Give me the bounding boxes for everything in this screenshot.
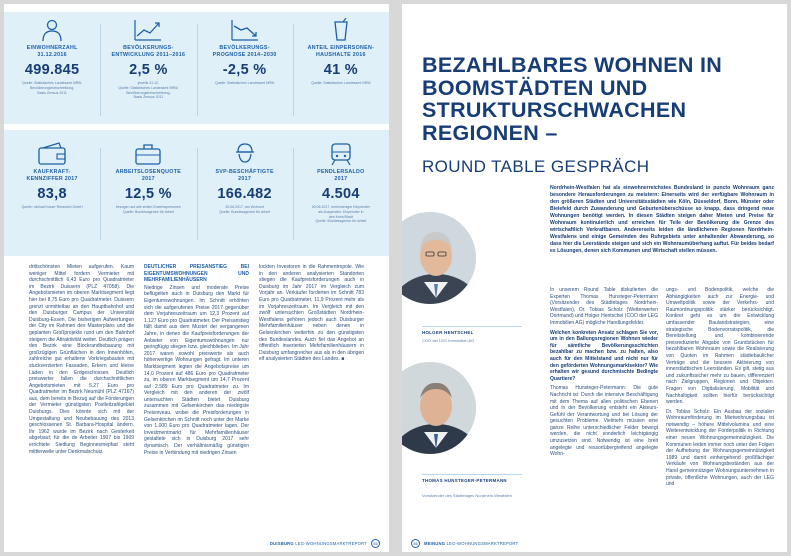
stat-value: 166.482 [217,186,272,203]
portrait-holger-hentschel [402,212,476,304]
train-icon [324,142,358,166]
stat-value: 4.504 [321,186,360,203]
left-page-number: 55 [371,539,380,548]
stat-stats_row2-1 [104,142,192,215]
person2-role: Vorsitzender des Städtetages Nordrhein-Westfalen [422,493,512,498]
stat-source: Quelle: michael bauer Research GmbH [21,205,83,210]
rising-chart-icon [131,18,165,42]
left-footer-city: DUISBURG [269,541,294,546]
right-footer-city: MEINUNG [424,541,446,546]
left-column-2-heading: DEUTLICHER PREISANSTIEG BEI EIGENTUMSWOHNUNGEN UND MEHRFAMILIENHÄUSERN [144,264,249,284]
stat-label: PENDLERSALDO 2017 [317,169,365,183]
stat-value: 41 % [323,62,358,79]
stat-label: KAUFKRAFT- KENNZIFFER 2017 [26,169,78,183]
person-icon [35,18,69,42]
stat-divider [293,148,294,240]
stat-source: bezogen auf alle zivilen Erwerbspersonen Quelle: Bundesagentur für Arbeit [115,205,181,214]
stat-stats_row1-3 [297,18,385,86]
article-title: BEZAHLBARES WOHNEN IN BOOMSTÄDTEN UND STRUKTURSCHWACHEN REGIONEN – [422,53,723,145]
portrait-thomas-hunsteger-petermann [402,362,476,454]
person1-role: COO der LEG Immobilien AG [422,338,475,343]
prognosis-chart-icon [228,18,262,42]
stat-divider [197,148,198,240]
left-footer [270,541,367,546]
stat-value: 12,5 % [124,186,172,203]
stat-label: BEVÖLKERUNGS- PROGNOSE 2014–2030 [212,45,277,59]
stat-divider [100,148,101,240]
right-footer [424,541,518,546]
left-column-1 [29,264,134,534]
article-lead: Nordrhein-Westfalen hat als einwohnerreichstes Bundesland in puncto Wohnraum ganz besondere Herausforderungen zu meistern: Einerseits wird der verfügbare Wohnraum in den größeren Städten und Universitätsstädten wie Köln, Düsseldorf, Bonn, Münster oder Bielefeld durch Zuwanderung und Geburtenüberschüsse so knapp, dass dringend neue Wohnungen benötigt werden. In diesen Städten steigen daher Mieten und Preise für Wohnraum kontinuierlich und erreichen für Teile der Bevölkerung die Grenze des wirtschaftlich Verkraftbaren. Andererseits leiden die ländlicheren Regionen Nordrhein-Westfalens und einige Gemeinden des Ruhrgebiets unter anhaltender Abwanderung, so dass hier die Leerstände steigen und sich ein Wohnraumüberhang auftut. Für beides bedarf es Lösungen, denen sich Kommunen und Wirtschaft stellen müssen. [550,185,774,255]
right-column-2-text-b: Dr. Tobias Scholz: Ein Ausbau der sozialen Wohnraumförderung im Mietwohnungsbau ist notwendig – höhere Mittelvolumina und eine Weiterentwicklung der Förderpolitik in Richtung einer neuen Wohnungsgemeinnützigkeit. Die Kommunen leiden immer noch unter den Folgen der Aufhebung der Wohnungsgemeinnützigkeit 1989 und damit einhergehend großflächiger Verkäufe von Wohnungsbeständen aus der Hand gemeinnütziger Wohnungsunternehmen in private, öffentliche Wohnungen, auch der LEG und [666,408,774,488]
stat-label: ARBEITSLOSENQUOTE 2017 [115,169,182,183]
left-column-3 [259,264,364,534]
stat-value: 499.845 [24,62,80,79]
left-column-3-text: lockten Investoren in die Rahmentropole. Wie in den anderen analysierten Standorten stiegen die Kaufpreisforderungen auch in Duisburg im Jahr 2017 im Vergleich zum Vorjahr an. Verkäufer forderten im Schnitt 783 Euro pro Quadratmeter, 11,9 Prozent mehr als im Vorjahreszeitraum. Im Vergleich mit den zwölf untersuchten Großstädten Nordrhein-Westfalens gehören jedoch auch Duisburger Mehrfamilienhäuser neben denen in Gelsenkirchen weiterhin zu den günstigsten des Bundeslandes. Auch fiel das Angebot an öffentlich inserierten Mehrfamilienhäusern in Duisburg umfangreicher aus als in den übrigen elf analysierten Städten des Landes. ■ [259,264,364,363]
left-footer-report: LEG-WOHNUNGSMARKTREPORT [295,541,367,546]
wallet-icon [35,142,69,166]
right-column-1-question: Welchen konkreten Ansatz schlagen Sie vor, um in den Ballungsregionen Wohnen wieder für sämtliche Bevölkerungsschichten bezahlbar zu machen bzw. zu halten, also auch für den Mittelstand und nicht nur für den geförderten Wohnungsmarktsektor? Wie erhalten wir gesund durchmischte Bedingte Quartiere? [550,329,658,382]
article-subtitle: ROUND TABLE GESPRÄCH [422,157,650,176]
stat-value: 83,8 [37,186,67,203]
stat-value: 2,5 % [129,62,168,79]
stat-divider [197,24,198,116]
person2-name: THOMAS HUNSTEGER-PETERMANN [422,478,507,483]
stat-stats_row2-0 [8,142,96,210]
person1-name: HOLGER HENTSCHEL [422,330,474,335]
cup-icon [324,18,358,42]
briefcase-icon [131,142,165,166]
person2-divider [422,474,522,475]
right-column-1-intro: In unserem Round Table diskutierten die Experten Thomas Hunsteger-Petermann (Vorsitzender des Städtetages Nordrhein-Westfalen), Dr. Tobias Scholz (Wetterwerten Dortmund) und Holger Hentschel (COO der LEG Immobilien AG) mögliche Handlungsfelder. [550,287,658,326]
stat-label: ANTEIL EINPERSONEN- HAUSHALTE 2016 [307,45,375,59]
stat-source: Quelle: Statistisches Landesamt NRW, Bevölkerungsfortschreibung, Basis Zensus 2011 [22,81,83,95]
left-page [4,4,389,552]
stat-divider [100,24,101,116]
right-column-2 [666,287,774,537]
stat-label: SVP-BESCHÄFTIGTE 2017 [215,169,274,183]
stat-source: Quelle: Statistisches Landesamt NRW [311,81,371,86]
right-column-1-answer: Thomas Hunsteger-Petermann: Die gute Nachricht ist: Durch die intensive Beschäftigung mit dem Thema auf allen politischen Ebenen und in der Bevölkerung entsteht ein Akteurs-Gefühl der Verantwortung und bei Lösung der gesuchten Probleme. Vielmehr müssen eine ganze Reihe unterschiedlicher Felder bewegt werden, die nicht sonderlich leichtgängig umzusetzen sind. Notwendig ist eine breit angelegte und ressortübergreifend angelegte Wohn- [550,385,658,458]
stat-source: 30.06.2017, mehr/weniger Einpendler als Auspendler. Einpendler in den Kreis/Stadt Quelle: Bundesagentur für Arbeit [311,205,371,224]
right-page [402,4,787,552]
stat-label: BEVÖLKERUNGS- ENTWICKLUNG 2011–2016 [111,45,186,59]
right-column-1 [550,287,658,537]
stat-source: Quelle: Statistisches Landesamt NRW [214,81,275,86]
worker-icon [228,142,262,166]
stat-label: EINWOHNERZAHL 31.12.2016 [26,45,78,59]
left-column-2-text: Niedrige Zinsen und moderate Preise beflügelten auch in Duisburg den Markt für Eigentumswohnungen. Im Schnitt erhöhten sich die aufgerufenen Preise 2017 gegenüber dem Vorjahreszeitraum um 12,3 Prozent auf 1.127 Euro pro Quadratmeter. Der Preisanstieg fällt damit aus dem Muster der vergangenen Jahre, in denen die Kaufpreisforderungen der Anbieter von Eigentumswohnungen nur geringfügig stiegen bzw. gleichblieben. Im Jahr 2017 waren sowohl preiswerte als auch höherwertige Wohnungen gefragt. Im unteren Marktsegment legten die Angebotspreise um 14,0 Prozent auf 486 Euro pro Quadratmeter zu, im oberen Marktsegment um 14,7 Prozent auf 2.589 Euro pro Quadratmeter zu. Im Vergleich mit den anderen der zwölf untersuchten Städten bietet Duisburg zusammen mit Gelsenkirchen das niedrigste Preisniveau, wobei die Preisforderungen in Gelsenkirchen im Schnitt noch unter der Marke von 1.000 Euro pro Quadratmeter lagen. Der Investmentmarkt für Mehrfamilienhäuser gestaltete sich in Duisburg 2017 sehr dynamisch. Der verhältnismäßig günstigen Preise in Verbindung mit niedrigen Zinsen [144,284,249,456]
stat-source: jeweils 31.12. Quelle: Statistisches Landesamt NRW, Bevölkerungsfortschreibung, Basis Zensus 2011 [118,81,179,100]
stat-stats_row1-2 [201,18,289,86]
person1-divider [422,326,522,327]
left-column-1-text: drittschönsten Mieten aufgerufen. Kaum weniger Mittel fordern Vermieter mit durchschnittlich 6,43 Euro pro Quadratmeter im Bezirk Duissern (PLZ 47058). Die Angebotsmieten im oberen Marktsegment liegt hier bei 8,75 Euro pro Quadratmeter. Duissern grenzt unmittelbar an den Hauptbahnhof und den Duisburger Campus der Universität Duisburg-Essen. Die bisherigen Aufwertungen der City im Rahmen des Masterplans und die geplanten Großprojekte rund um den Bahnhof steigern die Attraktivität weiter. Deutlich prägen den Bezirk eine Blockrandbebauung mit großzügigen Grünflächen in den Innenhöfen, zahlreiche gut erhaltene Vorkriegsbauten mit stuckverzierten Fassaden, Erkern und kleine Läden in den Erdgeschossen. Deutlich preiswerter fallen die durchschnittlichen Angebotsmieten mit 5,27 Euro pro Quadratmeter im Bezirk Neumühl (PLZ 47167) aus, dem bereits in Bezug auf die Förderungen der Vermieter günstigsten Postleitzahlgebiet Duisburgs. Dies könnte sich mit der Umgestaltung und Neubebauung des 2013 geschlossenen St. Barbara-Hospital ändern. Ihr 1962 wurde im Bezirk nach Gesterkeit abgebaut; für die de Arbeiter 1907 bis 1909 errichtete Siedlung Beginnesmepfad steht mittlerweile unter Denkmalschutz. [29,264,134,455]
stat-divider [293,24,294,116]
stat-value: -2,5 % [222,62,267,79]
right-column-2-text: ungs- und Bodenpolitik, welche die Abhängigkeiten auch zur Energie- und Umweltpolitik sowie der Verkehrs- und Raumordnungspolitik stärker berücksichtigt. Konkret geht es um die Entwicklung umfassender Baulandstrategien, eine strategische Bodenvorratspolitik, die Bereitstellung und kombinierende preisreduzierte Abgabe von Grundstücken für bezahlbaren Wohnraum sowie die Realisierung von Quoten im Rahmen städtebaulicher Verträge und die bessere Aktivierung von innerstädtischen Leerständen. Es gilt, stetig aus und zukunftssicher mehr zu bauen, differenziert nach Zielgruppen, Regionen und Objekten. Fragen von Digitalisierung, Mobilität und Nachhaltigkeit sollten hierfür berücksichtigt werden. [666,287,774,406]
right-footer-report: LEG-WOHNUNGSMARKTREPORT [446,541,519,546]
stat-source: 30.06.2017, am Wohnort Quelle: Bundesagentur für Arbeit [219,205,271,214]
stat-stats_row1-1 [104,18,192,100]
stat-stats_row1-0 [8,18,96,95]
left-column-2 [144,264,249,534]
right-page-number: 56 [411,539,420,548]
stat-stats_row2-3 [297,142,385,224]
stat-stats_row2-2 [201,142,289,215]
